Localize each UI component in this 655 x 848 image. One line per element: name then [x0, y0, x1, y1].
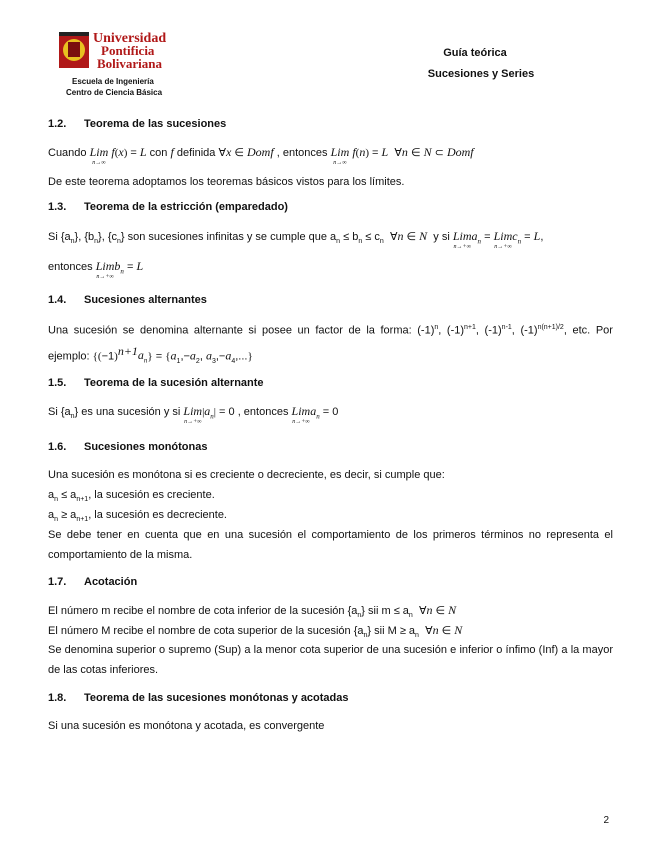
- section-heading-1-7: 1.7. Acotación: [48, 576, 138, 588]
- s13-conclusion: entonces Lim n→+∞ $b_n = L$: [48, 259, 144, 280]
- page-number: 2: [603, 815, 609, 826]
- section-heading-1-4: 1.4. Sucesiones alternantes: [48, 294, 207, 306]
- section-heading-1-8: 1.8. Teorema de las sucesiones monótonas y acotadas: [48, 692, 349, 704]
- section-heading-1-3: 1.3. Teorema de la estricción (emparedado): [48, 201, 288, 213]
- s18-paragraph: Si una sucesión es monótona y acotada, es convergente: [48, 720, 325, 732]
- s14-paragraph: Una sucesión se denomina alternante si posee un factor de la forma: $(-1)^n$, $(-1)^{n+1}$, $(-1)^{n-1}$, $(-1)^{n(n+1)/2}$, etc. Por ejemplo: $\{(-1)^{n+1}a_n\} = \{a_1,-a_2$, $a_3,-a_4$,...}: [48, 324, 613, 365]
- s12-paragraph: De este teorema adoptamos los teoremas básicos vistos para los límites.: [48, 176, 405, 188]
- s16-note: Se debe tener en cuenta que en una sucesión el comportamiento de los primeros términos no representa el comportamiento de la misma.: [48, 529, 613, 561]
- logo-word-1: Universidad: [93, 31, 167, 46]
- school-name: Escuela de Ingeniería: [72, 77, 154, 86]
- s16-increasing: $a_n \le a_{n+1}$, la sucesión es creciente.: [48, 489, 215, 504]
- center-name: Centro de Ciencia Básica: [66, 88, 163, 97]
- s16-paragraph: Una sucesión es monótona si es creciente o decreciente, es decir, si cumple que:: [48, 469, 445, 481]
- guide-title: Guía teórica: [443, 47, 507, 59]
- section-heading-1-2: 1.2. Teorema de las sucesiones: [48, 118, 227, 130]
- s17-lower-bound: El número m recibe el nombre de cota inferior de la sucesión $\{a_n\}$ sii $m \le a_n$ ∀n ∈ N: [48, 603, 457, 620]
- s13-statement: Si $\{a_n\}$, $\{b_n\}$, $\{c_n\}$ son sucesiones infinitas y se cumple que $a_n \le b_n \le c_n$ ∀n ∈ N y si Lim n→+∞ $a_n$ = Lim n→+∞ $c_n = L$,: [48, 229, 544, 250]
- s17-sup-inf: Se denomina superior o supremo (Sup) a la menor cota superior de una sucesión e inferior o ínfimo (Inf) a la mayor de las cotas inferiores.: [48, 644, 613, 676]
- topic-title: Sucesiones y Series: [427, 68, 535, 80]
- s15-statement: Si $\{a_n\}$ es una sucesión y si Lim n→+∞ $|a_n| = 0$ , entonces Lim n→+∞ $a_n = 0$: [48, 404, 339, 425]
- s16-decreasing: $a_n \ge a_{n+1}$, la sucesión es decreciente.: [48, 509, 227, 524]
- university-logo: [55, 28, 177, 74]
- s12-statement: Cuando Lim n→∞ f(x) = L con f definida ∀x ∈ Domf , entonces Lim n→∞ f(n) = L ∀n ∈ N ⊂ Domf: [48, 145, 474, 166]
- section-heading-1-6: 1.6. Sucesiones monótonas: [48, 441, 208, 453]
- logo-word-2: Pontificia: [101, 43, 155, 58]
- s17-upper-bound: El número M recibe el nombre de cota superior de la sucesión $\{a_n\}$ sii $M \ge a_n$ ∀n ∈ N: [48, 623, 463, 640]
- section-heading-1-5: 1.5. Teorema de la sucesión alternante: [48, 377, 264, 389]
- logo-word-3: Bolivariana: [97, 56, 163, 71]
